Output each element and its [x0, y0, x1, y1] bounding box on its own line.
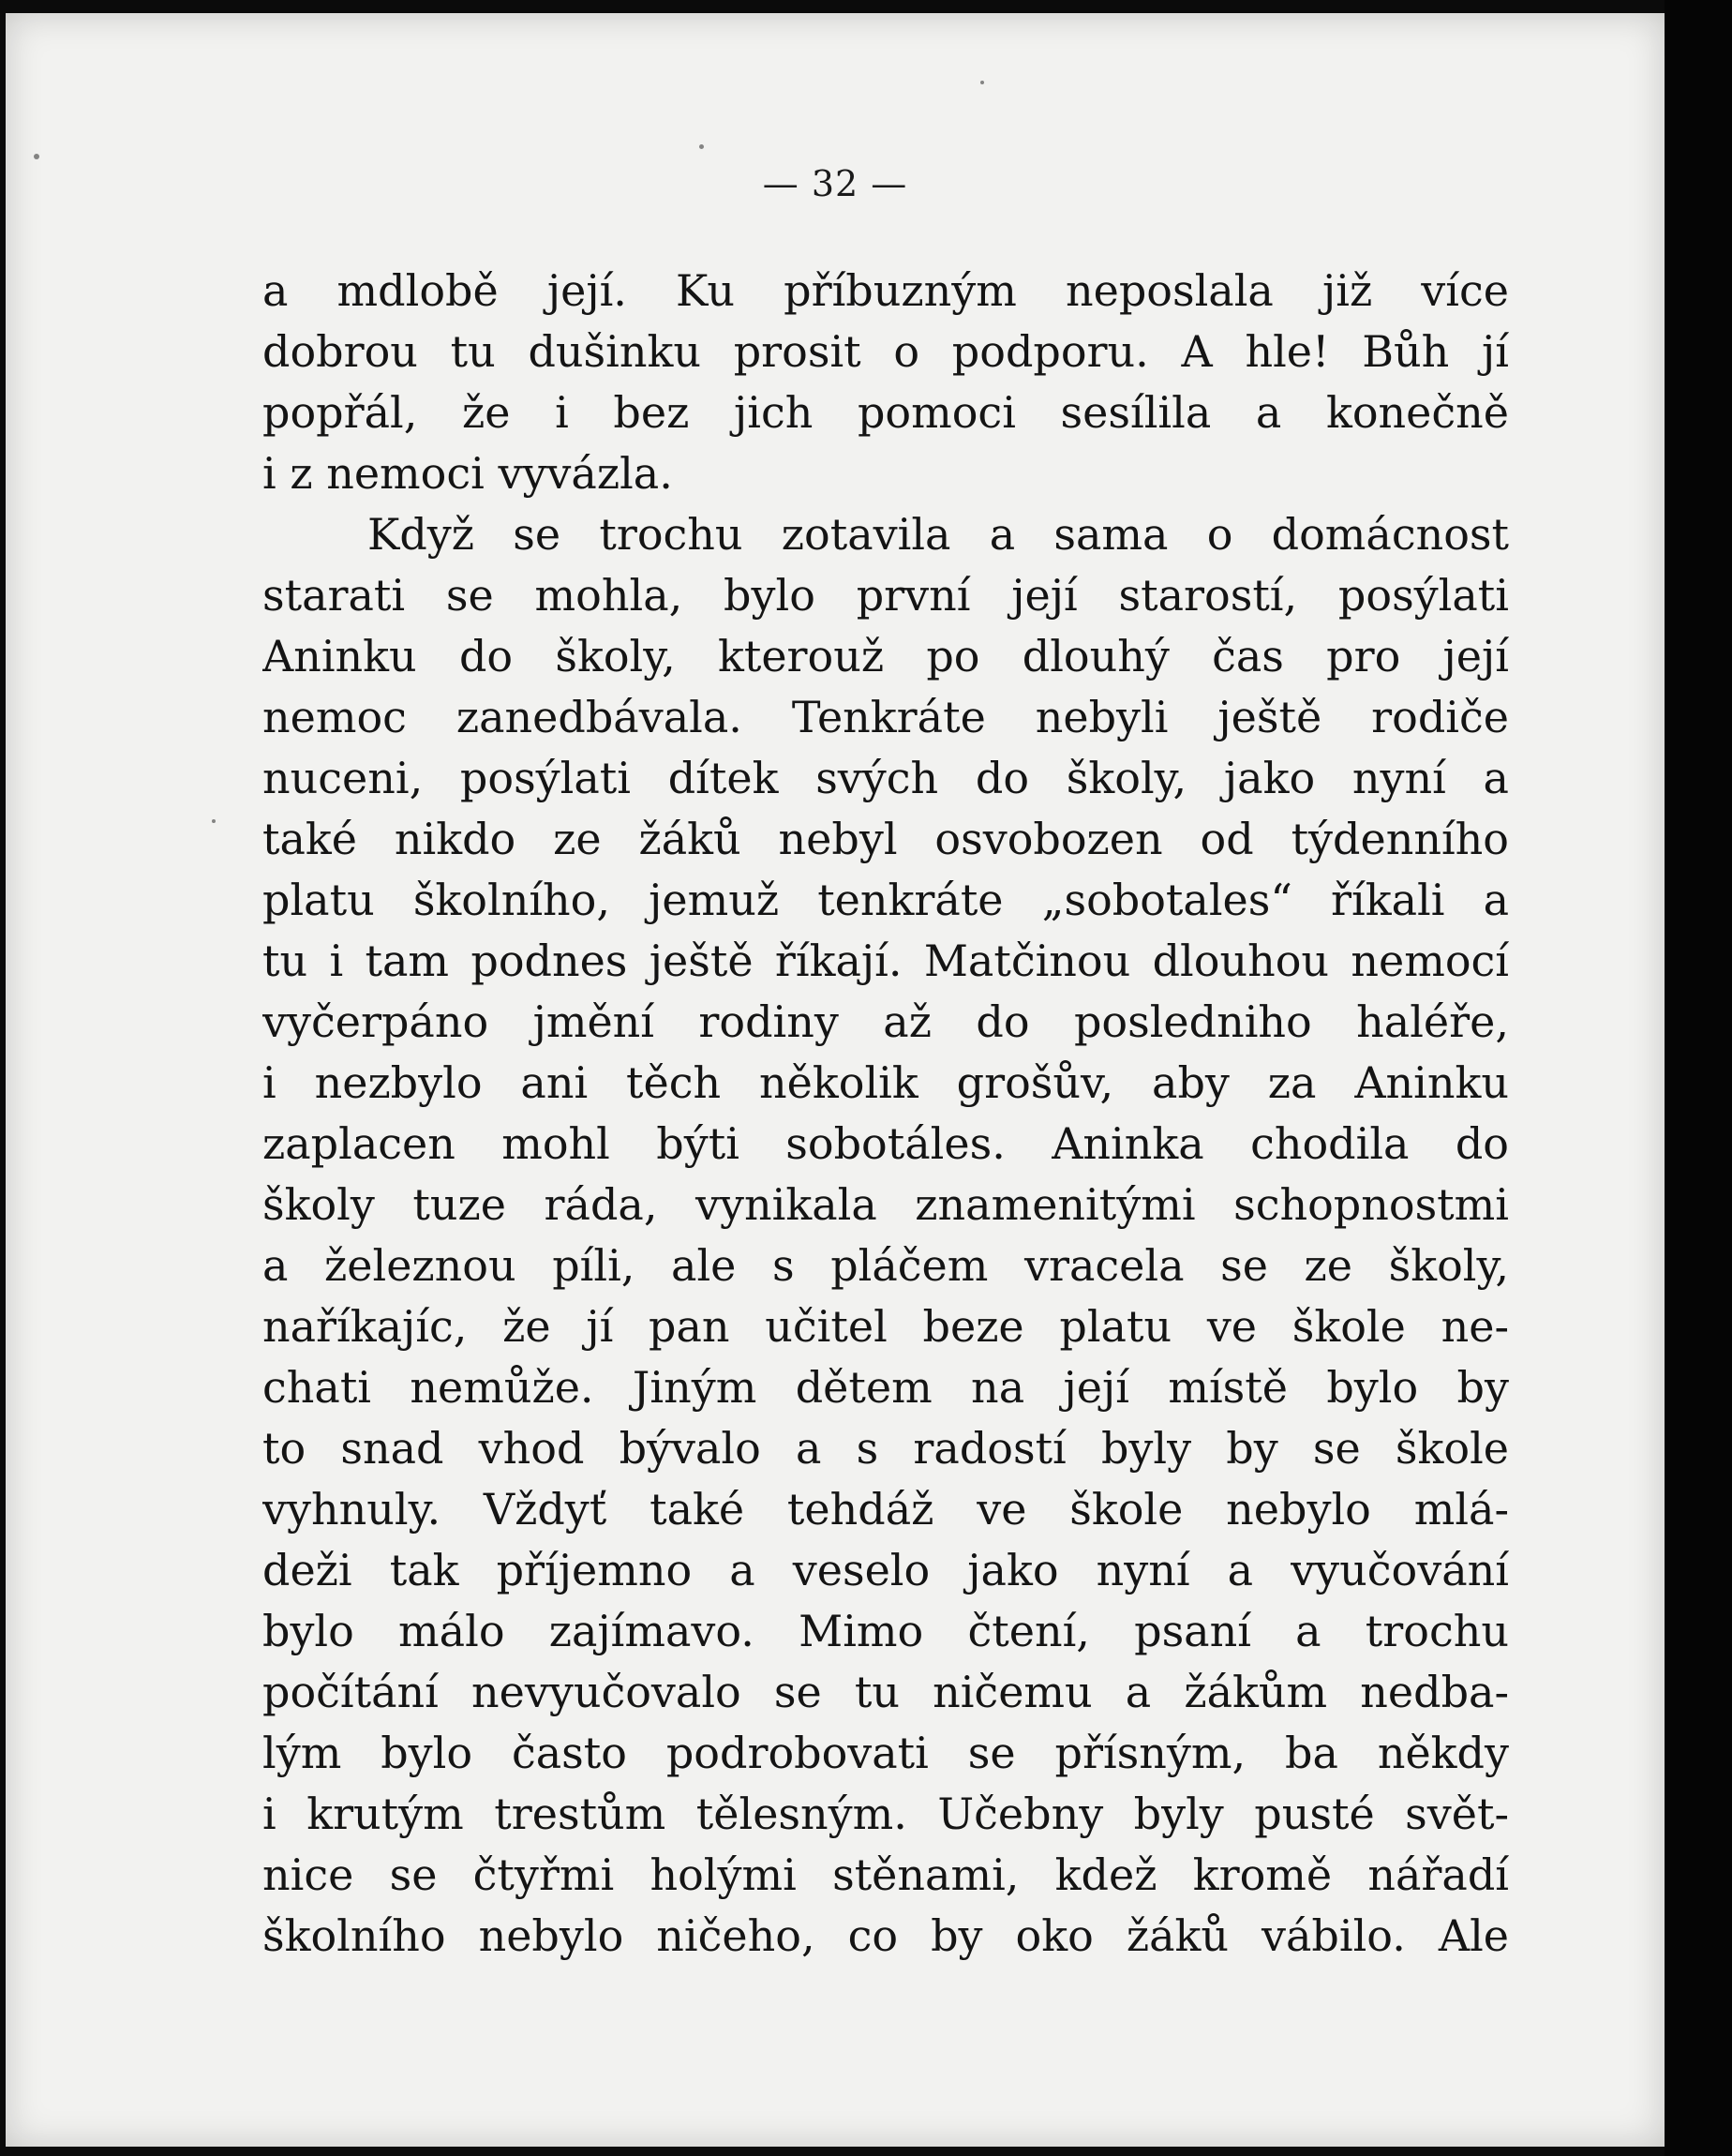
ink-speck: [34, 154, 39, 159]
page-number: — 32 —: [762, 163, 908, 204]
body-text: [262, 261, 1509, 1967]
text-line: školy tuze ráda, vynikala znamenitými schopnostmi: [262, 1179, 1509, 1230]
scan-border: [1665, 0, 1732, 2156]
text-line: nice se čtyřmi holými stěnami, kdež kromě nářadí: [262, 1849, 1509, 1900]
text-line: lým bylo často podrobovati se přísným, ba někdy: [262, 1728, 1509, 1778]
ink-speck: [212, 819, 216, 823]
text-line: bylo málo zajímavo. Mimo čtení, psaní a trochu: [262, 1606, 1509, 1656]
text-line: dobrou tu dušinku prosit o podporu. A hle! Bůh jí: [262, 326, 1509, 377]
text-line: zaplacen mohl býti sobotáles. Aninka chodila do: [262, 1118, 1509, 1169]
text-line: tu i tam podnes ještě říkají. Matčinou dlouhou nemocí: [262, 936, 1509, 986]
text-line: i z nemoci vyvázla.: [262, 448, 673, 499]
text-line: popřál, že i bez jich pomoci sesílila a konečně: [262, 387, 1509, 438]
text-line: počítání nevyučovalo se tu ničemu a žákům nedba-: [262, 1667, 1509, 1717]
ink-speck: [980, 81, 984, 84]
text-line: i krutým trestům tělesným. Učebny byly pusté svět-: [262, 1789, 1509, 1839]
text-line: nuceni, posýlati dítek svých do školy, jako nyní a: [262, 753, 1509, 803]
text-line: a železnou píli, ale s pláčem vracela se ze školy,: [262, 1240, 1509, 1291]
text-line: vyčerpáno jmění rodiny až do posledniho haléře,: [262, 996, 1509, 1047]
text-line: školního nebylo ničeho, co by oko žáků vábilo. Ale: [262, 1910, 1509, 1961]
text-line: platu školního, jemuž tenkráte „sobotales“ říkali a: [262, 875, 1509, 925]
text-line: deži tak příjemno a veselo jako nyní a vyučování: [262, 1545, 1509, 1595]
text-line: naříkajíc, že jí pan učitel beze platu ve škole ne-: [262, 1301, 1509, 1352]
text-line: chati nemůže. Jiným dětem na její místě bylo by: [262, 1362, 1509, 1413]
text-line: nemoc zanedbávala. Tenkráte nebyli ještě rodiče: [262, 692, 1509, 742]
text-line: a mdlobě její. Ku příbuzným neposlala již více: [262, 265, 1509, 316]
book-page: [6, 13, 1665, 2147]
ink-speck: [699, 144, 704, 149]
text-line: i nezbylo ani těch několik grošův, aby za Aninku: [262, 1057, 1509, 1108]
text-line: vyhnuly. Vždyť také tehdáž ve škole nebylo mlá-: [262, 1484, 1509, 1535]
text-line: Když se trochu zotavila a sama o domácnost: [367, 509, 1509, 560]
text-line: starati se mohla, bylo první její starostí, posýlati: [262, 570, 1509, 621]
text-line: také nikdo ze žáků nebyl osvobozen od týdenního: [262, 814, 1509, 864]
text-line: to snad vhod bývalo a s radostí byly by se škole: [262, 1423, 1509, 1474]
text-line: Aninku do školy, kterouž po dlouhý čas pro její: [262, 631, 1509, 681]
